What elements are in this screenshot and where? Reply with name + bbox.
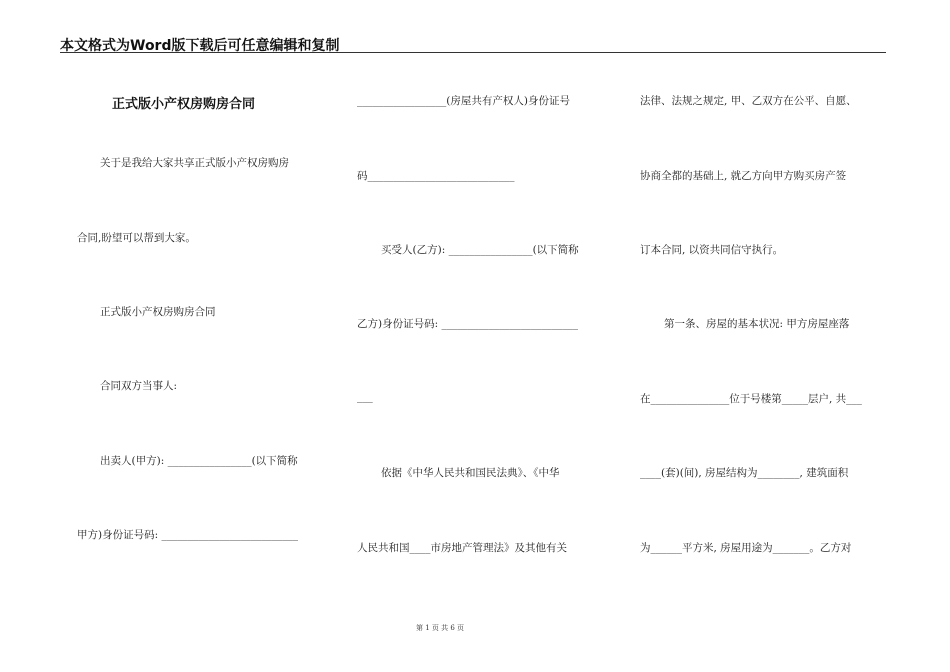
text-line: 人民共和国____市房地产管理法》及其他有关 xyxy=(357,542,567,554)
text-line: _________________(房屋共有产权人)身份证号 xyxy=(357,95,570,107)
text-line: 依据《中华人民共和国民法典》、《中华 xyxy=(381,467,560,479)
text-line: 协商全都的基础上, 就乙方向甲方购买房产签 xyxy=(640,170,847,182)
text-line: 关于是我给大家共享正式版小产权房购房 xyxy=(100,157,289,169)
text-line: 甲方)身份证号码: __________________________ xyxy=(77,529,298,541)
text-line: 码____________________________ xyxy=(357,170,515,182)
text-line: 订本合同, 以资共同信守执行。 xyxy=(640,244,784,256)
text-line: 正式版小产权房购房合同 xyxy=(100,306,216,318)
text-line: 为______平方米, 房屋用途为_______。乙方对 xyxy=(640,542,852,554)
download-banner: 本文格式为Word版下载后可任意编辑和复制 xyxy=(60,38,340,54)
text-line: ___ xyxy=(357,391,373,403)
text-line: 合同,盼望可以帮到大家。 xyxy=(77,232,196,244)
text-line: ____(套)(间), 房屋结构为________, 建筑面积 xyxy=(640,467,849,479)
page-number: 第 1 页 共 6 页 xyxy=(415,624,465,632)
text-line: 乙方)身份证号码: __________________________ xyxy=(357,318,578,330)
text-line: 买受人(乙方): ________________(以下简称 xyxy=(381,244,579,256)
document-title: 正式版小产权房购房合同 xyxy=(112,97,256,112)
text-line: 法律、法规之规定, 甲、乙双方在公平、自愿、 xyxy=(640,95,857,107)
text-line: 在_______________位于号楼第_____层户, 共___ xyxy=(640,393,862,405)
text-line: 出卖人(甲方): ________________(以下简称 xyxy=(100,455,298,467)
text-line: 合同双方当事人: xyxy=(100,380,178,392)
text-line: 第一条、房屋的基本状况: 甲方房屋座落 xyxy=(664,318,850,330)
header-rule xyxy=(60,52,886,53)
